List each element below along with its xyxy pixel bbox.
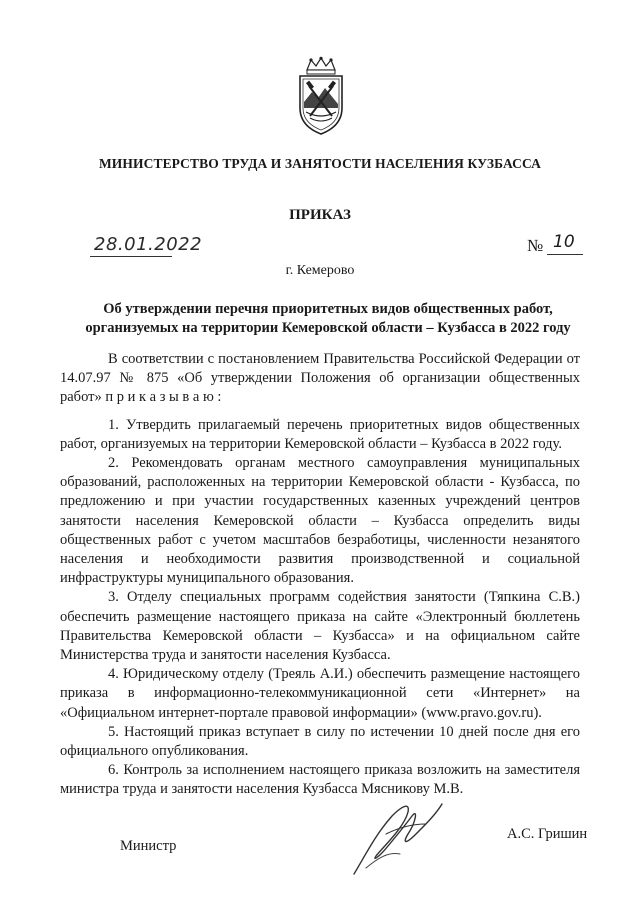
date-underline bbox=[90, 256, 172, 257]
number-underline bbox=[547, 254, 583, 255]
document-type: ПРИКАЗ bbox=[289, 207, 351, 223]
order-number-label: № bbox=[527, 236, 544, 255]
order-title-line-1: Об утверждении перечня приоритетных видов общественных работ, bbox=[103, 301, 553, 317]
clause-2: 2. Рекомендовать органам местного самоуправления муниципальных образований, расположенных на территории Кемеровской области - Кузбасса, по предложению и при участии государственных казенных учреждений центров занятости населения Кемеровской области – Кузбасса определить виды общественных работ с учетом масштабов безработицы, численности незанятого населения и необходимости развития производственной и социальной инфраструктуры муниципального образования. bbox=[60, 455, 580, 587]
preamble: В соответствии с постановлением Правительства Российской Федерации от 14.07.97 № 875 «Об утверждении Положения об организации общественных работ» п р и к а з ы в а ю : bbox=[60, 351, 580, 406]
order-date: 28.01.2022 bbox=[94, 234, 203, 255]
clause-5: 5. Настоящий приказ вступает в силу по истечении 10 дней после дня его официального опубликования. bbox=[60, 723, 580, 760]
city: г. Кемерово bbox=[285, 263, 355, 278]
clause-4: 4. Юридическому отделу (Треяль А.И.) обеспечить размещение настоящего приказа в информационно-телекоммуникационной сети «Интернет» на «Официальном интернет-портале правовой информации» (www.pravo.gov.ru). bbox=[60, 666, 580, 721]
signer-position: Министр bbox=[120, 838, 177, 854]
order-title bbox=[78, 300, 578, 338]
order-title-line-2: организуемых на территории Кемеровской области – Кузбасса в 2022 году bbox=[85, 320, 571, 336]
handwritten-signature-icon bbox=[346, 794, 450, 880]
order-number: 10 bbox=[553, 232, 575, 252]
ministry-name: МИНИСТЕРСТВО ТРУДА И ЗАНЯТОСТИ НАСЕЛЕНИЯ КУЗБАССА bbox=[98, 156, 542, 171]
coat-of-arms-icon bbox=[292, 56, 350, 138]
clause-6: 6. Контроль за исполнением настоящего приказа возложить на заместителя министра труда и занятости населения Кузбасса Мясникову М.В. bbox=[60, 762, 580, 798]
order-body bbox=[60, 350, 580, 800]
clause-1: 1. Утвердить прилагаемый перечень приоритетных видов общественных работ, организуемых на территории Кемеровской области – Кузбасса в 2022 году. bbox=[60, 416, 580, 452]
signer-name: А.С. Гришин bbox=[507, 826, 588, 842]
clause-3: 3. Отделу специальных программ содействия занятости (Тяпкина С.В.) обеспечить размещение настоящего приказа на сайте «Электронный бюллетень Правительства Кемеровской области – Кузбасса» и на официальном сайте Министерства труда и занятости населения Кузбасса. bbox=[60, 589, 580, 664]
